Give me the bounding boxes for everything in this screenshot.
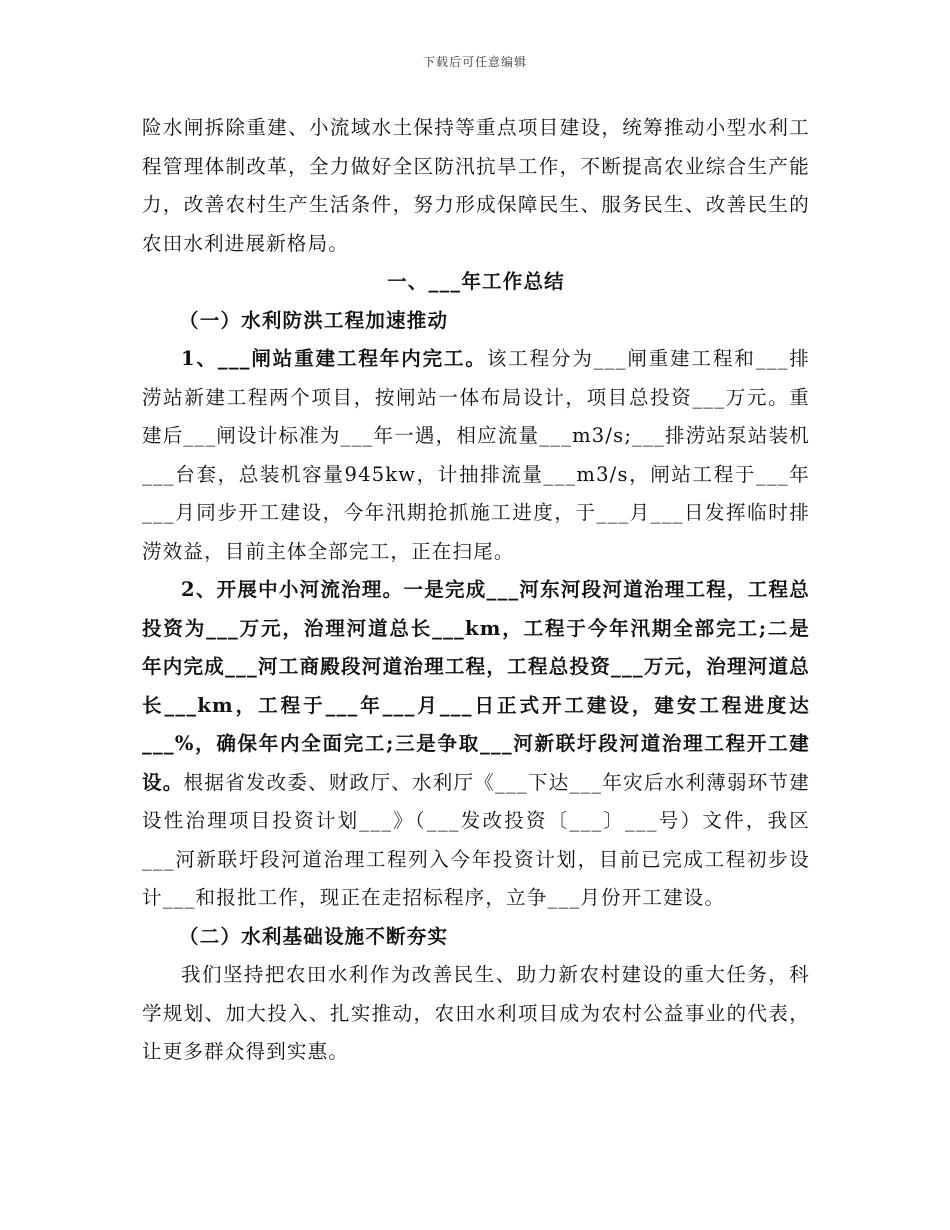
paragraph-sluice-station <box>142 340 810 571</box>
paragraph-river-governance <box>142 571 810 918</box>
document-body <box>142 109 810 1072</box>
subsection-heading-infrastructure: （二）水利基础设施不断夯实 <box>179 924 449 948</box>
paragraph-farmland-water: 我们坚持把农田水利作为改善民生、助力新农村建设的重大任务，科学规划、加大投入、扎实推动，农田水利项目成为农村公益事业的代表，让更多群众得到实惠。 <box>142 963 810 1063</box>
page-header-note: 下载后可任意编辑 <box>422 55 527 69</box>
paragraph-lead-bold: 2、开展中小河流治理。一是完成___河东河段河道治理工程，工程总投资为___万元，治理河道总长___km，工程于今年汛期全部完工;二是年内完成___河工商殿段河道治理工程，工程总投资___万元，治理河道总长___km，工程于___年___月___日正式开工建设，建安工程进度达___%，确保年内全面完工;三是争取___河新联圩段河道治理工程开工建设。 <box>142 578 810 794</box>
paragraph-intro: 险水闸拆除重建、小流域水土保持等重点项目建设，统筹推动小型水利工程管理体制改革，全力做好全区防汛抗旱工作，不断提高农业综合生产能力，改善农村生产生活条件，努力形成保障民生、服务民生、改善民生的农田水利进展新格局。 <box>142 116 810 255</box>
subsection-heading-flood-control: （一）水利防洪工程加速推动 <box>179 308 449 332</box>
paragraph-body-text: 该工程分为___闸重建工程和___排涝站新建工程两个项目，按闸站一体布局设计，项目总投资___万元。重建后___闸设计标准为___年一遇，相应流量___m3/s;___排涝站泵站装机___台套，总装机容量945kw，计抽排流量___m3/s，闸站工程于___年___月同步开工建设，今年汛期抢抓施工进度，于___月___日发挥临时排涝效益，目前主体全部完工，正在扫尾。 <box>142 347 810 563</box>
paragraph-body-text: 根据省发改委、财政厅、水利厅《___下达___年灾后水利薄弱环节建设性治理项目投资计划___》（___发改投资〔___〕___号）文件，我区___河新联圩段河道治理工程列入今年投资计划，目前已完成工程初步设计___和报批工作，现正在走招标程序，立争___月份开工建设。 <box>142 770 810 909</box>
section-heading-summary: 一、___年工作总结 <box>387 270 565 293</box>
paragraph-lead-bold: 1、___闸站重建工程年内完工。 <box>181 347 487 370</box>
